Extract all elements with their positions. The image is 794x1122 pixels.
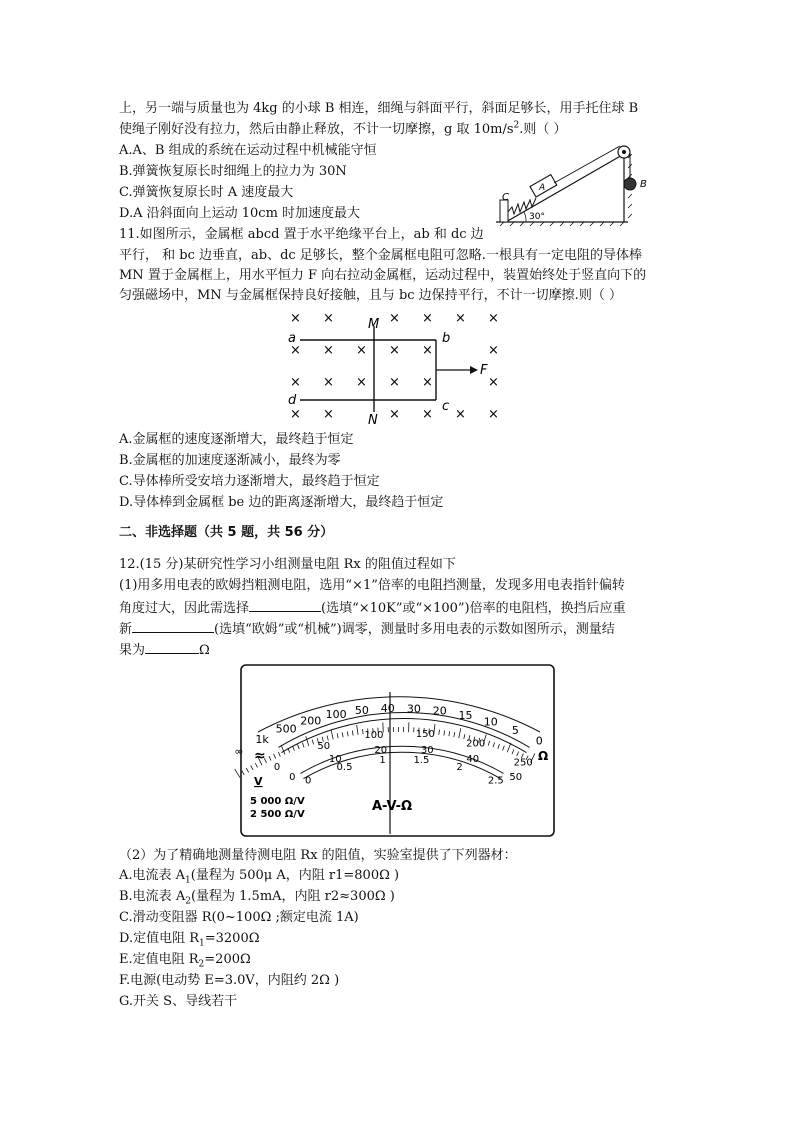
label-c: C <box>502 192 509 203</box>
ac-tick-label: 0.5 <box>336 761 353 773</box>
field-cross: × <box>389 311 400 326</box>
field-cross: × <box>290 311 301 326</box>
dc-mid-tick-label: 0 <box>289 771 296 783</box>
q11-option-c: C.导体棒所受安培力逐渐增大，最终趋于恒定 <box>119 474 380 489</box>
q12-part1-text4: (选填“欧姆”或“机械”)调零，测量时多用电表的示数如图所示，测量结 <box>214 622 615 637</box>
ohm-tick-label: 15 <box>458 709 473 722</box>
metal-frame <box>300 340 436 400</box>
q12-stem: 12.(15 分)某研究性学习小组测量电阻 Rx 的阻值过程如下 <box>119 557 456 572</box>
q11-stem-line2: 平行， 和 bc 边垂直，ab、dc 足够长，整个金属框电阻可忽略.一根具有一定电阻的导体棒 <box>119 248 642 263</box>
ohm-tick-label: ∞ <box>234 744 244 758</box>
ohm-tick-label: 0 <box>535 734 543 748</box>
equipment-item: D.定值电阻 $R_1=3200\Omega$ <box>119 931 260 949</box>
sensitivity-ac: 2 500 Ω/V <box>250 809 305 820</box>
q11-stem-line3: MN 置于金属框上，用水平恒力 F 向右拉动金属框，运动过程中，装置始终处于竖直向下的 <box>119 268 647 283</box>
field-cross: × <box>422 407 433 422</box>
ohm-tick-label: 200 <box>300 714 322 728</box>
meter-center-label: A-V-Ω <box>372 799 413 814</box>
ohm-tick-label: 10 <box>483 715 498 729</box>
equipment-item: F.电源(电动势 E=3.0V，内阻约 2Ω ) <box>119 973 340 988</box>
equipment-item: E.定值电阻 $R_2=200\Omega$ <box>119 952 251 970</box>
q11-stem-line1: 11.如图所示，金属框 abcd 置于水平绝缘平台上，ab 和 dc 边 <box>119 227 484 242</box>
label-f: F <box>480 363 488 378</box>
rope <box>554 146 620 183</box>
ohm-tick <box>235 769 240 778</box>
q10-option-d: D.A 沿斜面向上运动 10cm 时加速度最大 <box>119 206 361 221</box>
volt-symbol: V <box>254 775 263 788</box>
equipment-item: C.滑动变阻器 R(0~100Ω ;额定电流 1A) <box>119 910 359 925</box>
field-cross: × <box>323 375 334 390</box>
field-cross: × <box>290 407 301 422</box>
wall-block <box>500 200 508 222</box>
incline-figure <box>492 134 662 226</box>
field-cross: × <box>455 311 466 326</box>
dc-mid-tick-label: 30 <box>420 745 434 757</box>
field-cross: × <box>488 343 499 358</box>
dc-mid-tick-label: 50 <box>509 771 523 783</box>
ohm-tick-label: 5 <box>511 723 519 737</box>
ohm-symbol: Ω <box>538 749 549 763</box>
dc-mid-tick-label: 10 <box>328 754 342 766</box>
dc-tick-label: 50 <box>317 741 331 752</box>
q12-part1-unit: Ω <box>199 643 210 658</box>
field-cross: × <box>323 407 334 422</box>
label-d-corner: d <box>288 393 297 408</box>
field-cross: × <box>488 311 499 326</box>
incline-surface <box>496 154 632 226</box>
ac-tick-label: 1 <box>379 754 386 766</box>
q12-part1-text2: (选填“×10K”或“×100”)倍率的电阻档，换挡后应重 <box>321 601 626 616</box>
q12-part1-text: 角度过大，因此需选择 <box>119 601 250 616</box>
q10-option-a: A.A、B 组成的系统在运动过程中机械能守恒 <box>119 143 377 158</box>
field-cross: × <box>356 375 367 390</box>
q11-option-a: A.金属框的速度逐渐增大，最终趋于恒定 <box>119 432 354 447</box>
q10-stem-text: 使绳子刚好没有拉力，然后由静止释放，不计一切摩擦，g 取 10m/s <box>119 122 514 137</box>
dc-tick-label: 0 <box>273 762 281 773</box>
q10-stem-tail: .则（ ） <box>519 122 567 137</box>
equipment-item: A.电流表 $A_1$(量程为 500μ A，内阻 r1=800Ω ) <box>119 868 400 886</box>
ohm-tick-label: 30 <box>406 702 421 716</box>
label-b-corner: b <box>442 331 451 346</box>
q12-part1-line4 <box>119 639 210 661</box>
field-cross: × <box>389 343 400 358</box>
q11-option-d: D.导体棒到金属框 be 边的距离逐渐增大，最终趋于恒定 <box>119 495 444 510</box>
ac-tick-label: 2 <box>456 761 463 773</box>
field-cross: × <box>422 343 433 358</box>
dc-tick-label: 150 <box>415 728 435 740</box>
dc-mid-tick-label: 40 <box>466 754 480 766</box>
ohm-tick-label: 1k <box>255 732 269 746</box>
q12-part2-intro: （2）为了精确地测量待测电阻 Rx 的阻值，实验室提供了下列器材： <box>119 848 517 863</box>
approx-symbol: ≈ <box>254 748 266 764</box>
ohm-tick-label: 50 <box>354 704 369 718</box>
field-cross: × <box>389 375 400 390</box>
sensitivity-dc: 5 000 Ω/V <box>250 796 305 807</box>
field-cross: × <box>455 407 466 422</box>
ac-tick-label: 1.5 <box>413 754 430 766</box>
q12-part1-line3 <box>119 618 615 640</box>
q12-part1-line1: (1)用多用电表的欧姆挡粗测电阻，选用“×1”倍率的电阻挡测量，发现多用电表指针偏转 <box>119 578 625 593</box>
field-cross: × <box>422 311 433 326</box>
label-a-corner: a <box>288 331 296 346</box>
ball-b <box>624 178 636 190</box>
magnetic-field-crosses <box>290 311 499 422</box>
field-cross: × <box>290 343 301 358</box>
q12-part1-text3: 新 <box>119 622 133 637</box>
field-cross: × <box>488 407 499 422</box>
label-b: B <box>640 179 647 190</box>
ac-tick-label: 0 <box>305 775 312 787</box>
equipment-item: G.开关 S、导线若干 <box>119 994 238 1009</box>
field-cross: × <box>488 375 499 390</box>
ohm-tick-label: 20 <box>432 704 447 718</box>
label-m: M <box>368 317 380 332</box>
q10-stem-line1: 上，另一端与质量也为 4kg 的小球 B 相连，细绳与斜面平行，斜面足够长，用手托住球 B <box>119 101 639 116</box>
field-cross: × <box>323 311 334 326</box>
q11-option-b: B.金属框的加速度逐渐减小，最终为零 <box>119 453 341 468</box>
ohm-tick-label: 100 <box>325 708 347 722</box>
label-c-corner: c <box>442 399 450 414</box>
field-cross: × <box>323 343 334 358</box>
multimeter-dial <box>234 664 556 838</box>
dc-tick-label: 200 <box>466 738 486 750</box>
q10-option-c: C.弹簧恢复原长时 A 速度最大 <box>119 185 294 200</box>
equipment-item: B.电流表 $A_2$(量程为 1.5mA，内阻 r2≈300Ω ) <box>119 889 395 907</box>
field-cross: × <box>356 343 367 358</box>
dc-tick-label: 250 <box>513 757 533 769</box>
field-cross: × <box>422 375 433 390</box>
answer-blank-result[interactable] <box>145 639 199 654</box>
field-cross: × <box>389 407 400 422</box>
angle-label: 30° <box>529 212 545 222</box>
field-cross: × <box>290 375 301 390</box>
ac-tick-label: 2.5 <box>487 775 504 787</box>
q10-stem-sup: 2 <box>513 120 520 131</box>
dc-mid-tick-label: 20 <box>374 745 388 757</box>
ohm-tick-label: 500 <box>275 722 297 736</box>
ohm-tick-label: 40 <box>380 702 395 716</box>
q10-option-b: B.弹簧恢复原长时细绳上的拉力为 30N <box>119 164 347 179</box>
label-a: A <box>539 183 546 193</box>
dc-tick-label: 100 <box>364 729 384 741</box>
answer-blank-multiplier[interactable] <box>249 597 321 612</box>
q12-part1-line2 <box>119 597 626 619</box>
q11-stem-line4: 匀强磁场中，MN 与金属框保持良好接触，且与 bc 边保持平行，不计一切摩擦.则（ ） <box>119 288 622 303</box>
section-title: 二、非选择题（共 5 题，共 56 分） <box>119 525 334 540</box>
q12-part1-text5: 果为 <box>119 643 146 658</box>
magnetic-field-figure <box>280 308 510 426</box>
label-n: N <box>368 413 378 428</box>
answer-blank-zero-adjust[interactable] <box>132 618 214 633</box>
